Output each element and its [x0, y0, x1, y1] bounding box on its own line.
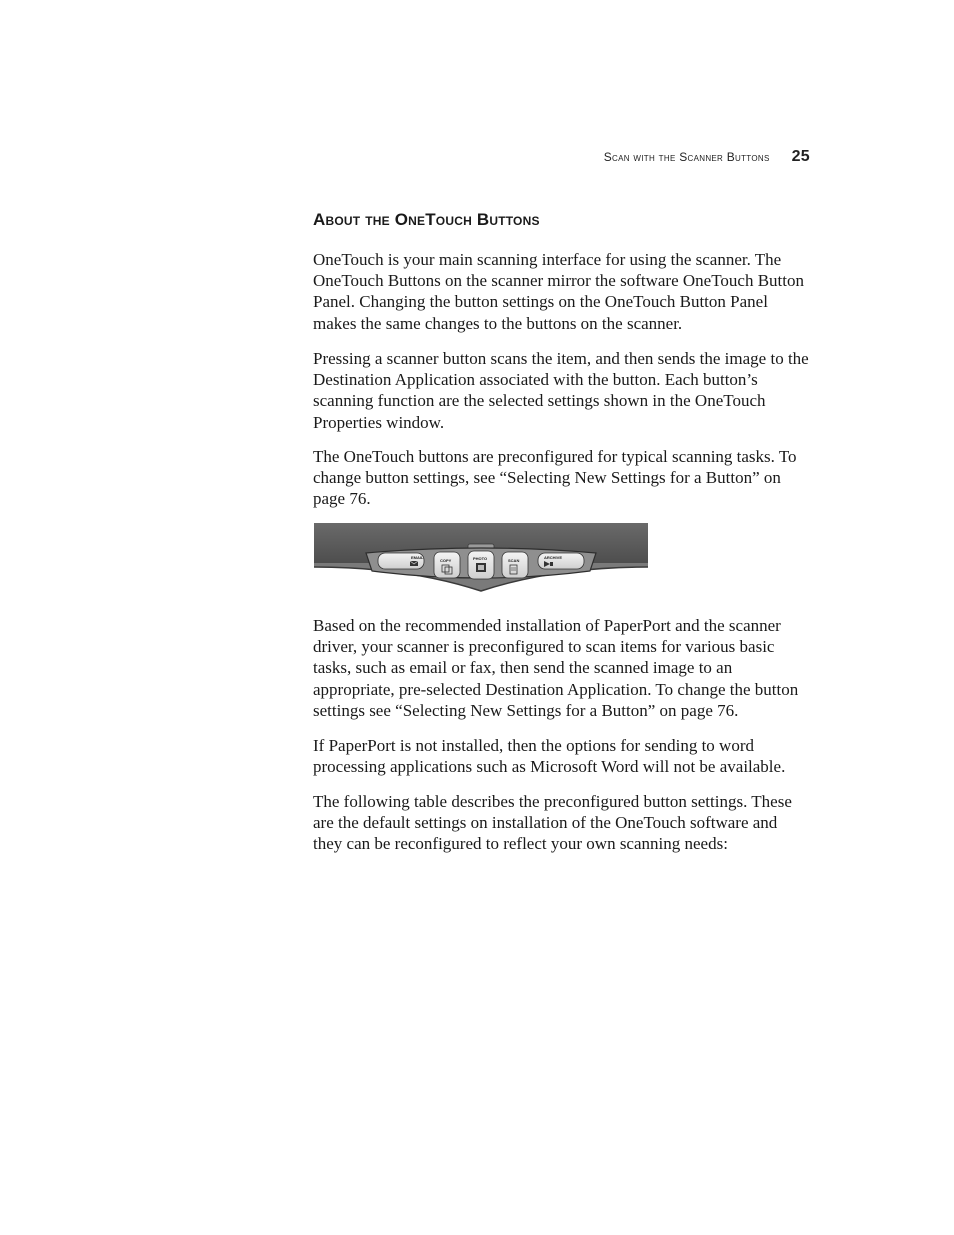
- paragraph-installation: Based on the recommended installation of PaperPort and the scanner driver, your scanner is preconfigured to scan items for various basic tasks, such as email or fax, then send the scanned image to an appropriate, pre-selected Destination Application. To change the button settings see “Selecting New Settings for a Button” on page 76.: [313, 616, 799, 720]
- scanner-button-copy[interactable]: [434, 552, 460, 578]
- button-label-email: EMAIL: [411, 555, 424, 560]
- page-number: 25: [791, 148, 810, 165]
- scanner-button-scan[interactable]: [502, 552, 528, 578]
- button-label-copy: COPY: [440, 558, 452, 563]
- paragraph-preconfigured: The OneTouch buttons are preconfigured for typical scanning tasks. To change button settings, see “Selecting New Settings for a Button” on page 76.: [313, 447, 797, 509]
- scanner-button-email[interactable]: [378, 553, 424, 569]
- photo-icon: [476, 563, 486, 572]
- section-heading: About the OneTouch Buttons: [313, 210, 540, 229]
- button-label-photo: PHOTO: [473, 556, 488, 561]
- paragraph-pressing: Pressing a scanner button scans the item, and then sends the image to the Destination Application associated with the button. Each button’s scanning function are the selected settings shown in the OneTouch Properties window.: [313, 349, 809, 432]
- email-icon: [410, 561, 418, 566]
- paragraph-table-intro: The following table describes the preconfigured button settings. These are the default settings on installation of the OneTouch software and they can be reconfigured to reflect your own scanning needs:: [313, 792, 792, 854]
- running-header: [540, 148, 810, 166]
- scanner-buttons-figure: [314, 523, 648, 595]
- button-label-scan: SCAN: [508, 558, 520, 563]
- paragraph-paperport: If PaperPort is not installed, then the options for sending to word processing applications such as Microsoft Word will not be available.: [313, 736, 786, 777]
- scanner-button-archive[interactable]: [538, 553, 584, 569]
- button-label-archive: ARCHIVE: [544, 555, 563, 560]
- scanner-button-photo[interactable]: [468, 551, 494, 579]
- paragraph-intro: OneTouch is your main scanning interface for using the scanner. The OneTouch Buttons on the scanner mirror the software OneTouch Button Panel. Changing the button settings on the OneTouch Button Panel makes the same changes to the buttons on the scanner.: [313, 250, 804, 333]
- scanner-illustration: [314, 523, 648, 595]
- running-title: Scan with the Scanner Buttons: [603, 150, 770, 164]
